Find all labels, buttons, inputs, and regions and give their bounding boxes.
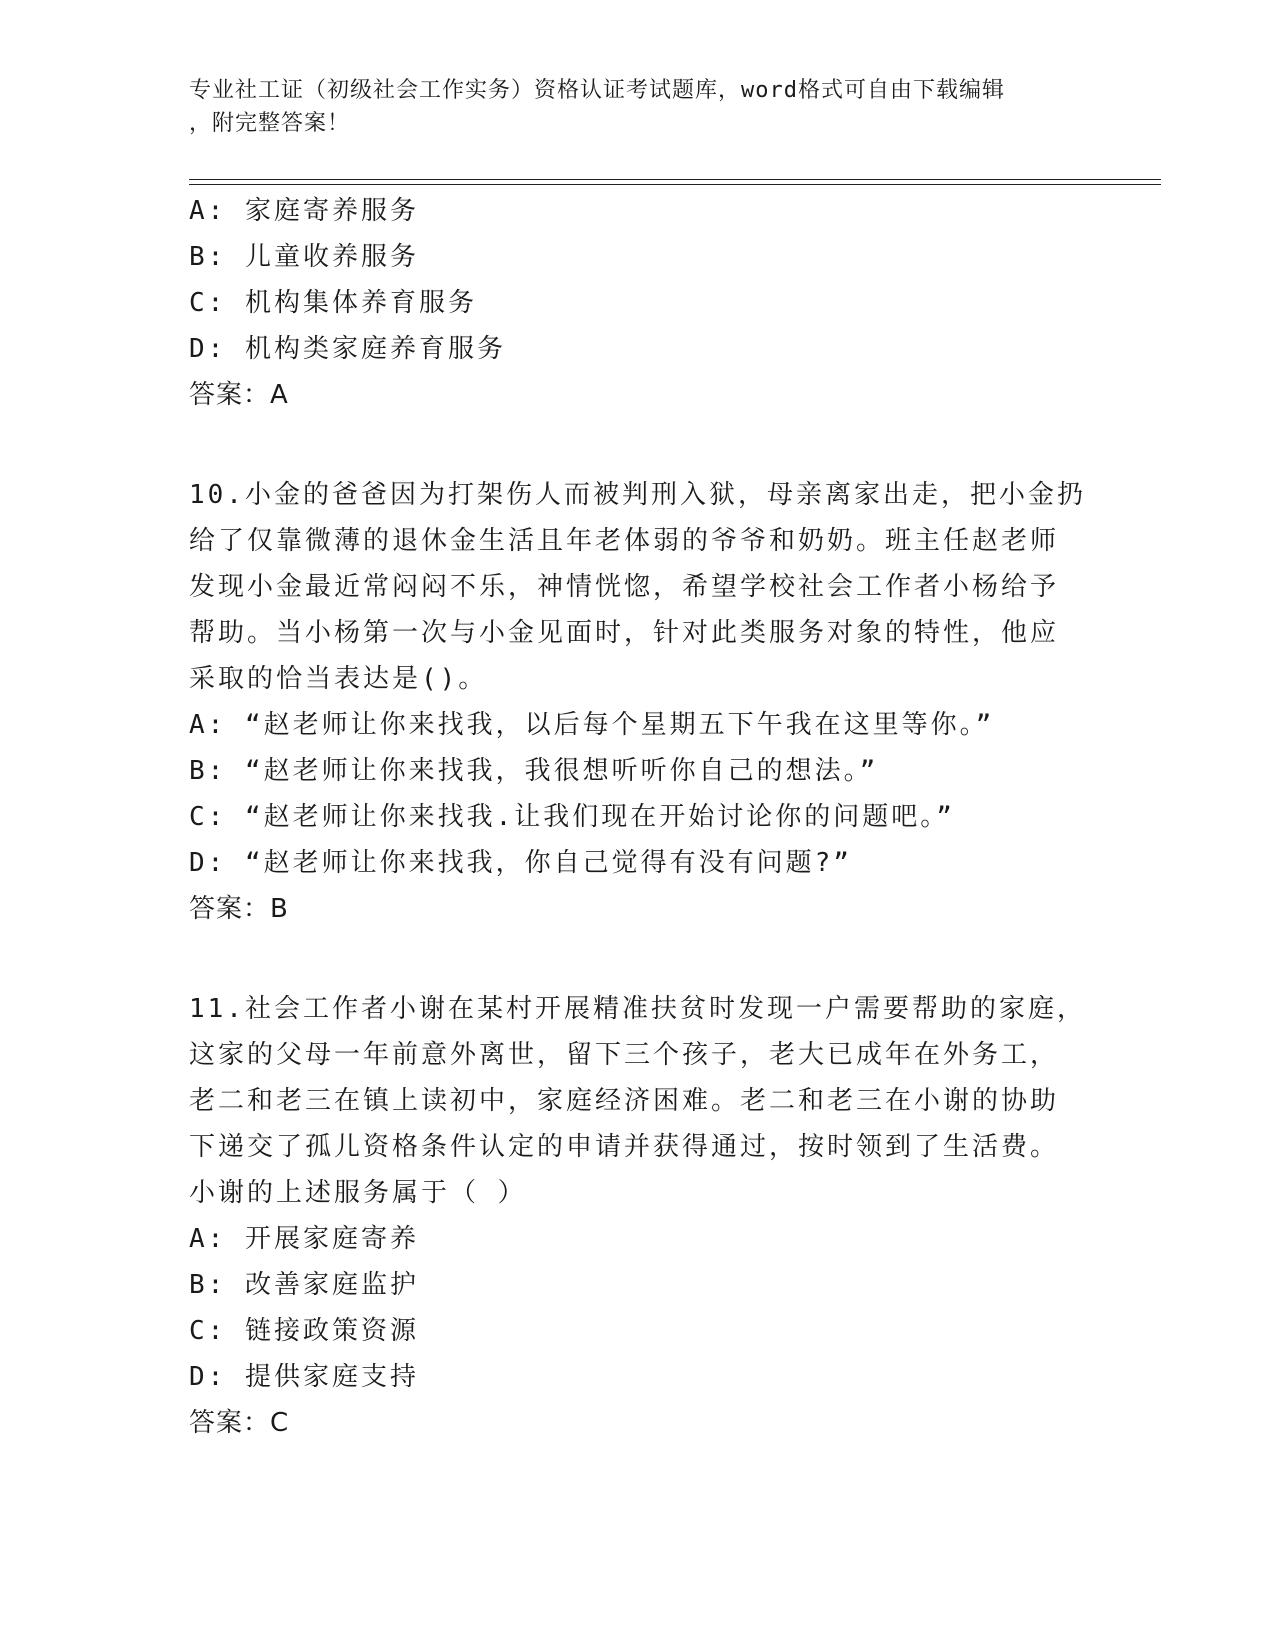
question-text-line: 给了仅靠微薄的退休金生活且年老体弱的爷爷和奶奶。班主任赵老师 (189, 526, 1060, 556)
question-10 (189, 472, 1089, 932)
option-c (189, 280, 1089, 326)
option-key: C: (189, 802, 227, 832)
document-header (189, 74, 1089, 140)
header-title-line-1: 专业社工证（初级社会工作实务）资格认证考试题库，word格式可自由下载编辑 (189, 78, 1005, 103)
option-key: D: (189, 1362, 227, 1392)
option-text: 家庭寄养服务 (244, 196, 419, 226)
question-11 (189, 986, 1089, 1446)
question-text-line: 发现小金最近常闷闷不乐，神情恍惚，希望学校社会工作者小杨给予 (189, 572, 1060, 602)
question-text-line: 小谢的上述服务属于（ ） (189, 1178, 527, 1208)
question-text-line: 老二和老三在镇上读初中，家庭经济困难。老二和老三在小谢的协助 (189, 1086, 1060, 1116)
answer-line: 答案：C (189, 1408, 290, 1438)
option-key: A: (189, 1224, 227, 1254)
option-b (189, 1262, 1089, 1308)
option-key: D: (189, 334, 227, 364)
option-key: D: (189, 848, 227, 878)
option-key: A: (189, 196, 227, 226)
option-text: “赵老师让你来找我，你自己觉得有没有问题?” (244, 848, 852, 878)
option-key: B: (189, 1270, 227, 1300)
option-text: “赵老师让你来找我.让我们现在开始讨论你的问题吧。” (244, 802, 955, 832)
option-text: 机构类家庭养育服务 (244, 334, 506, 364)
option-text: “赵老师让你来找我，以后每个星期五下午我在这里等你。” (244, 710, 995, 740)
question-text-line: 10.小金的爸爸因为打架伤人而被判刑入狱，母亲离家出走，把小金扔 (189, 480, 1086, 510)
option-key: C: (189, 1316, 227, 1346)
option-b (189, 748, 1089, 794)
header-divider-bottom (189, 184, 1161, 185)
option-text: 链接政策资源 (244, 1316, 419, 1346)
question-text-line: 这家的父母一年前意外离世，留下三个孩子，老大已成年在外务工， (189, 1040, 1060, 1070)
option-key: C: (189, 288, 227, 318)
option-a (189, 188, 1089, 234)
option-key: B: (189, 756, 227, 786)
option-c (189, 794, 1089, 840)
option-text: 提供家庭支持 (244, 1362, 419, 1392)
question-text-line: 11.社会工作者小谢在某村开展精准扶贫时发现一户需要帮助的家庭， (189, 994, 1086, 1024)
option-key: B: (189, 242, 227, 272)
option-text: 改善家庭监护 (244, 1270, 419, 1300)
option-text: 机构集体养育服务 (244, 288, 477, 318)
option-key: A: (189, 710, 227, 740)
question-text-line: 下递交了孤儿资格条件认定的申请并获得通过，按时领到了生活费。 (189, 1132, 1060, 1162)
option-c (189, 1308, 1089, 1354)
question-9-options (189, 188, 1089, 418)
option-d (189, 326, 1089, 372)
option-d (189, 840, 1089, 886)
option-b (189, 234, 1089, 280)
question-text-line: 帮助。当小杨第一次与小金见面时，针对此类服务对象的特性，他应 (189, 618, 1060, 648)
option-text: “赵老师让你来找我，我很想听听你自己的想法。” (244, 756, 879, 786)
answer-line: 答案：A (189, 380, 289, 410)
option-d (189, 1354, 1089, 1400)
header-title-line-2: ，附完整答案！ (189, 111, 351, 136)
header-divider-top (189, 179, 1161, 180)
option-text: 儿童收养服务 (244, 242, 419, 272)
answer-line: 答案：B (189, 894, 289, 924)
option-a (189, 1216, 1089, 1262)
option-text: 开展家庭寄养 (244, 1224, 419, 1254)
option-a (189, 702, 1089, 748)
question-content (189, 188, 1089, 1446)
question-text-line: 采取的恰当表达是()。 (189, 664, 488, 694)
